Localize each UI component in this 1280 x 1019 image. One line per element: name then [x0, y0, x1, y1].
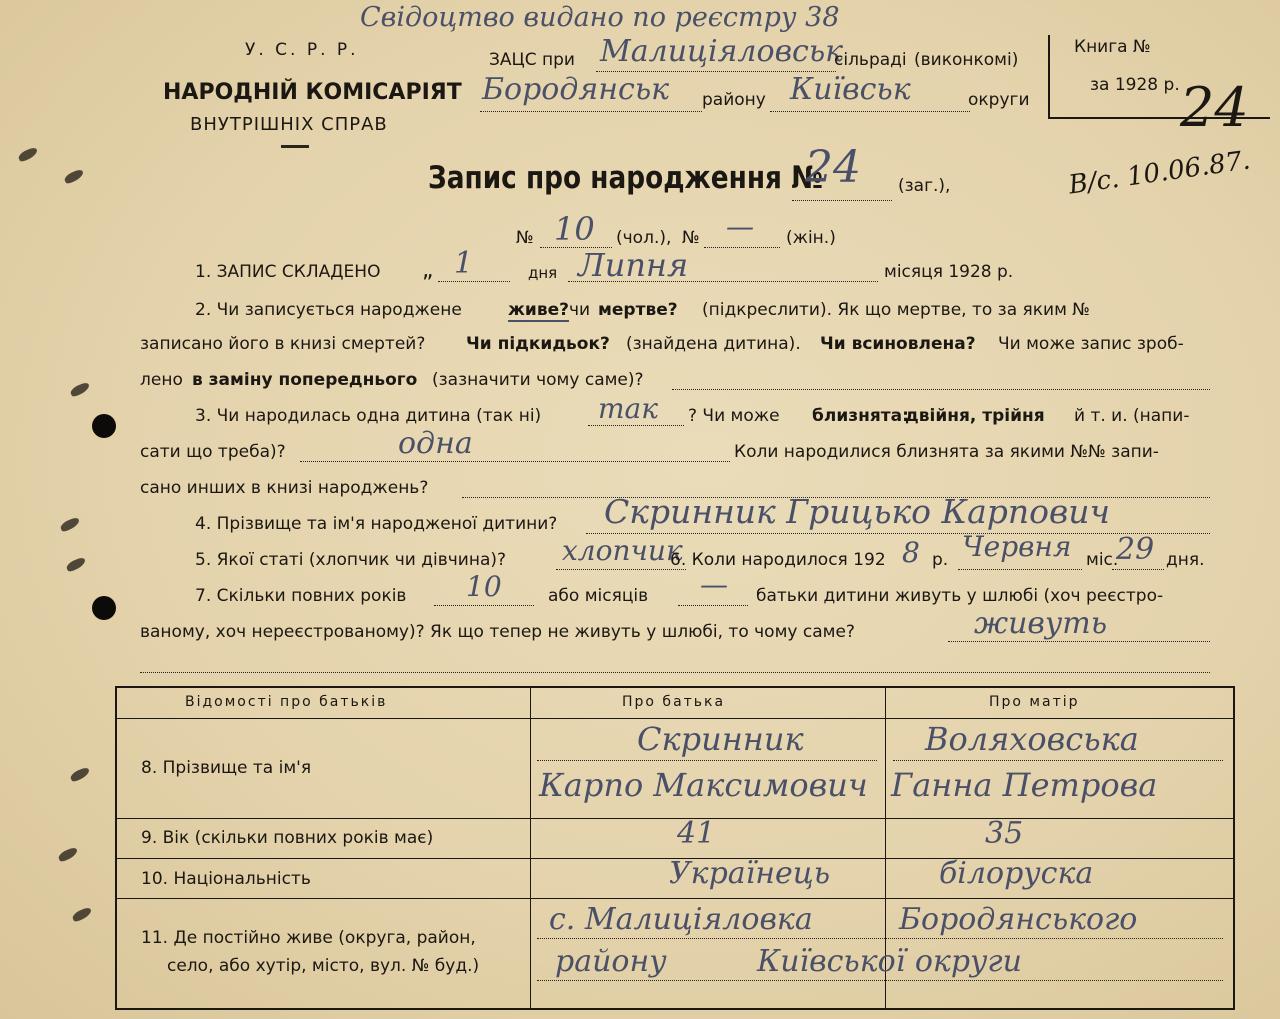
- q2-line2-e: Чи може запис зроб-: [998, 334, 1184, 354]
- record-title: Запис про народження №: [428, 160, 823, 196]
- male-number-prefix: №: [516, 228, 534, 248]
- q7-months-line: [678, 605, 748, 606]
- father-name-line: [537, 760, 877, 761]
- father-address-cont-handwritten: району: [555, 944, 667, 979]
- q2-answer-line: [672, 389, 1210, 390]
- q2-line2-c: (знайдена дитина).: [626, 334, 801, 354]
- table-row-label: 8. Прізвище та ім'я: [141, 758, 312, 778]
- page-tear-mark: [71, 906, 93, 923]
- q2-line2-a: записано його в книзі смертей?: [140, 334, 426, 354]
- q5-gender-line: [556, 569, 686, 570]
- table-col-divider: [530, 688, 531, 1008]
- q6-month-handwritten: Червня: [962, 530, 1072, 563]
- page-tear-mark: [65, 556, 87, 573]
- q7-answer-line: [948, 641, 1210, 642]
- q3-one-line: [300, 461, 730, 462]
- q6-year-handwritten: 8: [902, 536, 920, 569]
- q2-line3-a: лено: [140, 370, 183, 390]
- q2-line1-b: чи: [569, 300, 591, 320]
- table-row-label: 9. Вік (скільки повних років має): [141, 828, 434, 848]
- record-number-line: [792, 200, 892, 201]
- mother-surname-handwritten: Воляховська: [925, 720, 1139, 758]
- father-surname-handwritten: Скринник: [637, 720, 804, 758]
- ministry-title: НАРОДНІЙ КОМІСАРІЯТ: [163, 80, 462, 105]
- q2-foundling: Чи підкидьок?: [466, 334, 610, 354]
- page-tear-mark: [57, 846, 79, 863]
- book-year-label: за 1928 р.: [1090, 75, 1180, 95]
- q3-line2-b: Коли народилися близнята за якими №№ запи-: [734, 442, 1159, 462]
- side-number-handwritten: 24: [1180, 76, 1249, 139]
- q3-line1-e: й т. и. (напи-: [1074, 406, 1190, 426]
- q4-label: 4. Прізвище та ім'я народженої дитини?: [195, 514, 558, 534]
- q2-replacement: в заміну попереднього: [192, 370, 418, 390]
- q6-month-line: [958, 569, 1082, 570]
- page-tear-mark: [63, 168, 85, 185]
- q2-adopted: Чи всиновлена?: [820, 334, 976, 354]
- selradi-label: сільраді: [834, 50, 907, 70]
- q7-answer-handwritten: живуть: [974, 606, 1108, 641]
- q1-month-label: місяця 1928 р.: [884, 262, 1014, 282]
- header-dash: [281, 145, 309, 148]
- female-number-prefix: №: [682, 228, 700, 248]
- table-header-father: Про батька: [622, 694, 726, 710]
- table-row-divider: [117, 818, 1233, 819]
- q3-twins-types: двійня, трійня: [905, 406, 1045, 426]
- q1-open-quote: „: [422, 258, 434, 283]
- chol-label: (чол.),: [616, 228, 672, 248]
- q3-line1-a: 3. Чи народилась одна дитина (так ні): [195, 406, 542, 426]
- q3-single-handwritten: так: [598, 392, 658, 425]
- q3-line2-a: сати що треба)?: [140, 442, 286, 462]
- q2-dead-option: мертве?: [598, 300, 678, 320]
- okruha-handwritten: Київськ: [790, 72, 911, 107]
- q1-dnia: дня: [528, 264, 558, 282]
- okruha-label: округи: [968, 90, 1030, 110]
- table-row-divider: [117, 718, 1233, 719]
- table-header-info: Відомості про батьків: [185, 694, 388, 710]
- q6-r: р.: [932, 550, 949, 570]
- zag-label: (заг.),: [898, 176, 951, 196]
- q3-line1-b: ? Чи може: [688, 406, 780, 426]
- zags-village-handwritten: Малиціяловськ: [600, 34, 844, 69]
- ministry-subtitle: ВНУТРІШНІХ СПРАВ: [190, 114, 388, 135]
- q5-gender-handwritten: хлопчик: [562, 534, 683, 567]
- q7-extra-line: [140, 672, 1210, 673]
- female-number-line: [704, 247, 780, 248]
- binder-hole: [92, 596, 116, 620]
- raion-label: району: [702, 90, 766, 110]
- book-number-label: Книга №: [1074, 37, 1151, 57]
- raion-line: [480, 111, 702, 112]
- q7-months-handwritten: —: [700, 568, 728, 601]
- q6-label: 6. Коли народилося 192: [670, 550, 886, 570]
- page-tear-mark: [17, 146, 39, 163]
- zags-prefix: ЗАЦС при: [489, 50, 575, 70]
- table-row-label: 11. Де постійно живе (округа, район,: [141, 928, 476, 948]
- vykonkom-label: (виконкомі): [914, 50, 1019, 70]
- q3-line3-a: сано инших в книзі народжень?: [140, 478, 429, 498]
- q3-single-line: [588, 425, 684, 426]
- mother-age-handwritten: 35: [985, 816, 1024, 851]
- q6-dnia: дня.: [1166, 550, 1205, 570]
- address-line: [537, 938, 1223, 939]
- q7-line1-b: або місяців: [548, 586, 649, 606]
- q2-line3-c: (зазначити чому саме)?: [432, 370, 644, 390]
- address-line: [537, 980, 1223, 981]
- mother-name-handwritten: Ганна Петрова: [891, 766, 1158, 804]
- father-address-handwritten: с. Малиціяловка: [549, 902, 813, 937]
- q3-twins: близнята:: [812, 406, 909, 426]
- date-note-handwritten: В/с. 10.06.87.: [1066, 145, 1253, 201]
- q7-years-line: [434, 605, 534, 606]
- q1-day-line: [438, 281, 510, 282]
- mother-address-handwritten: Бородянського: [899, 902, 1138, 937]
- mother-nationality-handwritten: білоруска: [939, 856, 1094, 891]
- mother-address-cont-handwritten: Київської округи: [757, 944, 1022, 979]
- q7-line1-c: батьки дитини живуть у шлюбі (хоч реєстро-: [756, 586, 1164, 606]
- page-tear-mark: [69, 381, 91, 398]
- q7-line2: ваному, хоч нереєстрованому)? Як що тепер не живуть у шлюбі, то чому саме?: [140, 622, 855, 642]
- binder-hole: [92, 414, 116, 438]
- okruha-line: [770, 111, 970, 112]
- table-header-mother: Про матір: [989, 694, 1080, 710]
- q1-day-handwritten: 1: [454, 246, 474, 281]
- top-handwritten-note: Свідоцтво видано по реєстру 38: [360, 2, 840, 33]
- q5-label: 5. Якої статі (хлопчик чи дівчина)?: [195, 550, 507, 570]
- zhin-label: (жін.): [786, 228, 836, 248]
- q6-mis: міс.: [1086, 550, 1119, 570]
- raion-handwritten: Бородянськ: [482, 72, 670, 107]
- q1-month-handwritten: Липня: [578, 246, 689, 284]
- page-tear-mark: [59, 516, 81, 533]
- record-number-handwritten: 24: [805, 142, 861, 193]
- mother-name-line: [893, 760, 1223, 761]
- country-label: У. С. Р. Р.: [245, 40, 359, 60]
- q1-month-line: [568, 281, 878, 282]
- q1-label: 1. ЗАПИС СКЛАДЕНО: [195, 262, 381, 282]
- q6-day-handwritten: 29: [1116, 532, 1155, 567]
- father-name-handwritten: Карпо Максимович: [539, 766, 868, 804]
- q2-line1-a: 2. Чи записується народжене: [195, 300, 462, 320]
- female-number-handwritten: —: [726, 210, 754, 243]
- q7-years-handwritten: 10: [466, 570, 502, 603]
- father-nationality-handwritten: Українець: [669, 856, 831, 891]
- table-row-label-cont: село, або хутір, місто, вул. № буд.): [167, 956, 480, 976]
- q3-one-handwritten: одна: [398, 426, 473, 461]
- parents-table: [115, 686, 1235, 1010]
- table-row-divider: [117, 898, 1233, 899]
- table-row-label: 10. Національність: [141, 869, 311, 889]
- q6-day-line: [1112, 569, 1164, 570]
- q7-line1-a: 7. Скільки повних років: [195, 586, 407, 606]
- male-number-handwritten: 10: [554, 210, 595, 248]
- q2-line1-c: (підкреслити). Як що мертве, то за яким №: [702, 300, 1090, 320]
- q2-alive-option: живе?: [508, 300, 569, 320]
- page-tear-mark: [69, 766, 91, 783]
- father-age-handwritten: 41: [677, 816, 716, 851]
- q4-child-name-handwritten: Скринник Грицько Карпович: [604, 492, 1110, 531]
